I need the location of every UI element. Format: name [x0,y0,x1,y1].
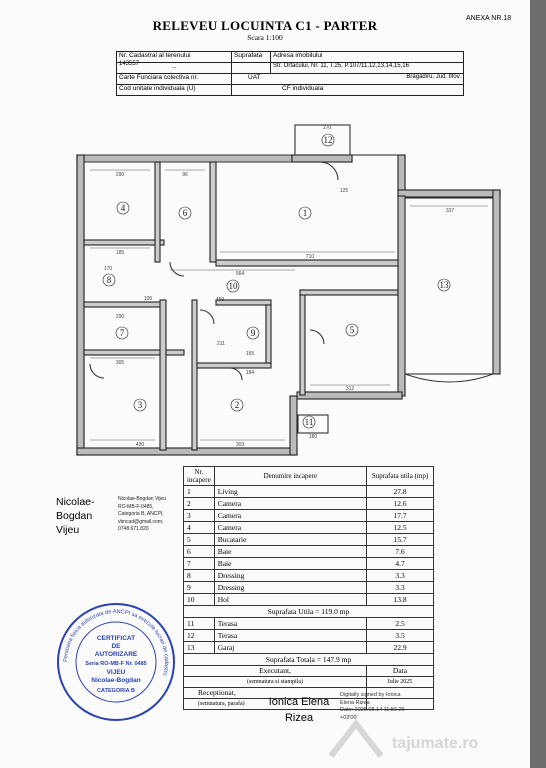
dimension-label: 303 [235,442,245,448]
cell-nr: 7 [184,558,215,570]
signature-line: Bogdan [56,510,93,522]
stamp-line: Categoria B, ANCPI, [118,511,164,517]
rooms-area-table [183,466,434,710]
info-cell [232,63,271,74]
cell-area: 15.7 [367,534,434,546]
floor-plan [60,120,510,460]
cell-nr: 11 [184,618,215,630]
room-number-8: 8 [106,275,112,285]
dimension-label: 305 [115,360,125,366]
info-cell [117,63,232,74]
info-cell: Nr. Cadastral al terenului [117,52,232,63]
info-cell: Cod unitate individuala (U) [117,85,232,96]
dimension-label: 459 [215,297,225,303]
digital-line: Date: 2025.08.14 11:56:26 [340,707,405,713]
table-row [184,630,434,642]
date-value: Iulie 2025 [367,677,434,688]
cell-area: 12.5 [367,522,434,534]
room-number-5: 5 [349,325,355,335]
useful-area-total: Suprafata Utila = 119.0 mp [184,606,434,618]
cadastral-number: 143557 [119,61,140,67]
dimension-label: 180 [308,434,318,440]
cell-area: 13.8 [367,594,434,606]
cell-name: Garaj [214,642,366,654]
table-row [184,642,434,654]
room-number-3: 3 [137,400,143,410]
table-row [184,498,434,510]
cell-name: Terasa [214,618,366,630]
scan-edge [530,0,546,768]
cell-nr: 10 [184,594,215,606]
info-cell: Str. Ortacului, Nr. 11, T.25, P.107/11,12,13,14,15,16 [271,63,464,74]
cell-name: Dressing [214,570,366,582]
room-number-7: 7 [119,328,125,338]
cell-name: Terasa [214,630,366,642]
table-row [184,570,434,582]
watermark-text: tajumate.ro [392,735,479,752]
header-name: Denumire incapere [214,467,366,486]
dimension-label: 184 [245,370,255,376]
info-cell: Carte Funciara colectiva nr. [117,74,232,85]
cell-nr: 6 [184,546,215,558]
table-row [184,510,434,522]
info-cell: Suprafata [232,52,271,63]
area-dots: ... [171,64,177,70]
digital-line: +03'00' [340,714,358,721]
dimension-label: 270 [322,125,332,131]
room-number-11: 11 [304,417,314,427]
dimension-label: 337 [445,208,455,214]
cell-nr: 1 [184,486,215,498]
cell-name: Living [214,486,366,498]
dimension-label: 96 [182,172,188,178]
cell-area: 3.3 [367,570,434,582]
stamp-line: Nicolae-Bogdan Vijeu [118,496,166,502]
receptionat-signature-name [263,694,335,726]
table-row [184,534,434,546]
cell-name: Camera [214,522,366,534]
room-number-12: 12 [323,135,333,145]
cell-area: 27.8 [367,486,434,498]
cadastral-info-table [116,51,464,96]
cell-nr: 4 [184,522,215,534]
seal-line: AUTORIZARE [94,651,138,658]
executant-digital-stamp [118,496,188,534]
seal-line: VIJEU [106,669,126,676]
header-area: Suprafata utila (mp) [367,467,434,486]
cell-nr: 9 [184,582,215,594]
room-number-1: 1 [302,208,308,218]
cell-nr: 3 [184,510,215,522]
cell-nr: 12 [184,630,215,642]
signature-line: Ionica Elena [268,696,330,708]
executant-signature-hint: (semnatura si stampila) [184,677,367,688]
dimension-label: 125 [339,188,349,194]
digital-line: Digitally signed by Ionica [340,692,401,698]
table-row [184,558,434,570]
room-number-13: 13 [439,280,449,290]
stamp-line: 0748.671.820 [118,526,149,532]
room-number-4: 4 [120,203,126,213]
cell-area: 22.9 [367,642,434,654]
dimension-label: 185 [115,250,125,256]
uat-value: Bragadiru, Jud. Ilfov. [406,74,461,80]
header-nr: Nr. incapere [184,467,215,486]
dimension-label: 312 [345,386,355,392]
dimension-label: 564 [235,271,245,277]
uat-label: UAT [248,74,261,81]
info-cell [232,74,464,85]
seal-ring-text: Persoana fizica autorizata de ANCPI sa execute lucrari de cadastru [62,608,170,677]
dimension-label: 165 [245,351,255,357]
stamp-line: RO-MB-F-0485, [118,503,154,510]
cell-name: Camera [214,510,366,522]
seal-line: CATEGORIA B [97,688,135,694]
receptionat-signature-hint: (semnatura, parafa) [184,699,367,710]
signature-line: Rizea [284,712,314,724]
table-row [184,546,434,558]
cell-nr: 2 [184,498,215,510]
receptionat-label: Receptionat, [184,688,367,699]
date-label: Data [367,666,434,677]
document-title: RELEVEU LOCUINTA C1 - PARTER [152,18,378,33]
digital-line: Elena Rizea [340,699,370,706]
cell-area: 17.7 [367,510,434,522]
dimension-label: 170 [103,266,113,272]
seal-line: Nicolae-Bogdan [91,677,141,684]
cell-area: 3.3 [367,582,434,594]
room-number-2: 2 [234,400,240,410]
cell-nr: 5 [184,534,215,546]
stamp-line: vbncad@gmail.com, [118,518,164,525]
dimension-label: 105 [143,296,153,302]
cell-nr: 8 [184,570,215,582]
cell-name: Baie [214,558,366,570]
seal-line: CERTIFICAT [96,635,136,642]
scale-label: Scara 1:100 [247,33,283,42]
cell-area: 4.7 [367,558,434,570]
cell-area: 7.6 [367,546,434,558]
info-cell: CF individuala [232,85,464,96]
dimension-label: 710 [305,254,315,260]
table-row [184,522,434,534]
table-row [184,618,434,630]
executant-label: Executant, [184,666,367,677]
table-row [184,582,434,594]
room-number-6: 6 [182,208,188,218]
cell-name: Baie [214,546,366,558]
annex-label: ANEXA NR.18 [466,15,512,22]
dimension-label: 290 [115,314,125,320]
cell-name: Bucatarie [214,534,366,546]
cell-nr: 13 [184,642,215,654]
total-area: Suprafata Totala = 147.9 mp [184,654,434,666]
cell-name: Hol [214,594,366,606]
authorization-seal [54,600,178,724]
table-row [184,594,434,606]
table-row [184,486,434,498]
cell-name: Dressing [214,582,366,594]
seal-line: Seria RO-MB-F Nr. 0485 [85,661,147,667]
cell-area: 12.6 [367,498,434,510]
executant-signature-name [56,495,110,537]
watermark-logo-icon [326,716,386,766]
info-cell: Adresa imobilului [271,52,464,63]
cell-area: 2.5 [367,618,434,630]
dimension-label: 211 [217,341,225,347]
dimension-label: 430 [135,442,145,448]
room-number-9: 9 [250,328,256,338]
signature-line: Nicolae- [56,496,95,508]
seal-line: DE [111,643,121,650]
signature-line: Vijeu [56,524,80,536]
room-number-10: 10 [228,281,238,291]
cell-area: 3.5 [367,630,434,642]
dimension-label: 290 [115,172,125,178]
cell-name: Camera [214,498,366,510]
